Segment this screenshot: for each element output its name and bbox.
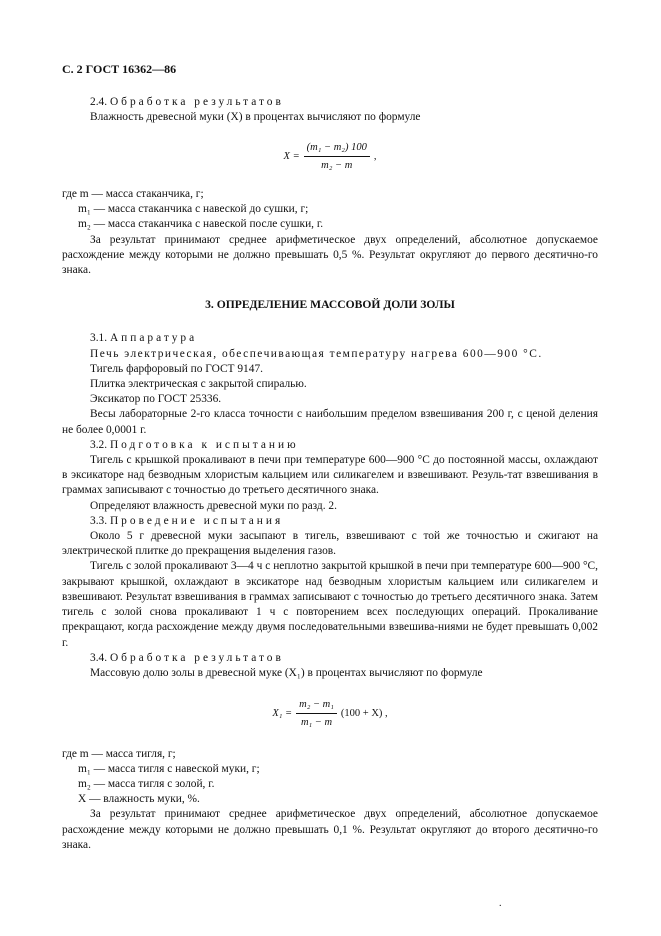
paragraph: Массовую долю золы в древесной муке (X₁) в процентах вычисляют по формуле [90,666,483,679]
section-title: Обработка результатов [109,651,284,664]
legend-line: m₁ — масса тигля с навеской муки, г; [78,762,260,775]
formula-numerator: m₂ − m₁ [296,697,337,714]
legend-line: X — влажность муки, %. [78,793,200,806]
section-2-4-heading [62,95,598,110]
paragraph: Весы лабораторные 2-го класса точности с наибольшим пределом взвешивания 200 г, с ценой деления не более 0,0001 г. [62,408,598,436]
paragraph: Тигель фарфоровый по ГОСТ 9147. [90,362,263,375]
paragraph: Около 5 г древесной муки засыпают в тигель, взвешивают с той же точностью и сжигают на электрической плитке до прекращения выделения газов. [62,530,598,558]
ash-formula [62,697,598,730]
page-header: С. 2 ГОСТ 16362—86 [62,62,177,76]
formula-lhs: X = [283,150,300,162]
legend-line: где m — масса стаканчика, г; [62,188,204,201]
section-3-title: 3. ОПРЕДЕЛЕНИЕ МАССОВОЙ ДОЛИ ЗОЛЫ [205,298,455,312]
section-3-3-heading [62,514,598,529]
paragraph: Эксикатор по ГОСТ 25336. [90,393,222,406]
formula-fraction [296,697,337,730]
formula-lhs: X₁ = [272,708,293,720]
section-number: 3.1. [90,332,108,345]
footer-mark: . [499,898,502,909]
section-title: Подготовка к испытанию [109,438,299,451]
formula-denominator: m₁ − m [300,717,333,729]
paragraph: Влажность древесной муки (X) в процентах вычисляют по формуле [90,111,421,124]
formula-tail: , [373,150,377,162]
legend-line: m₂ — масса тигля с золой, г. [78,777,215,790]
section-title: Проведение испытания [109,514,284,527]
paragraph: Определяют влажность древесной муки по разд. 2. [90,499,337,512]
section-title: Аппаратура [109,332,198,345]
formula-fraction [304,140,370,173]
section-3-1-heading [62,331,598,346]
paragraph: За результат принимают среднее арифметическое двух определений, абсолютное допускаемое расхождение между которыми не должно превышать 0,1 %. Результат округляют до второго десятично-го знака. [62,808,598,851]
section-title: Обработка результатов [109,96,284,109]
document-page [62,62,598,853]
formula-numerator: (m₁ − m₂) 100 [304,140,370,157]
paragraph: Печь электрическая, обеспечивающая температуру нагрева 600—900 °С. [90,347,543,360]
legend-line: m₁ — масса стаканчика с навеской до сушки, г; [78,203,309,216]
section-number: 3.4. [90,651,108,664]
formula-tail: (100 + X) , [340,708,388,720]
paragraph: За результат принимают среднее арифметическое двух определений, абсолютное допускаемое расхождение между которыми не должно превышать 0,5 %. Результат округляют до первого десятично-го знака. [62,233,598,277]
paragraph: Тигель с крышкой прокаливают в печи при температуре 600—900 °С до постоянной массы, охлаждают в эксикаторе над безводным хлористым кальцием или силикагелем и взвешивают. Резуль-тат взвешивания в граммах записывают с точностью до третьего десятичного знака. [62,454,598,497]
section-3-2-heading [62,438,598,453]
section-number: 3.2. [90,438,108,451]
paragraph: Плитка электрическая с закрытой спиралью. [90,378,307,391]
moisture-formula [62,140,598,173]
formula-denominator: m₂ − m [321,159,353,171]
legend-line: где m — масса тигля, г; [62,747,176,760]
legend-line: m₂ — масса стаканчика с навеской после сушки, г. [78,218,324,231]
paragraph: Тигель с золой прокаливают 3—4 ч с неплотно закрытой крышкой в печи при температуре 600—900 °С, закрывают крышкой, охлаждают в эксикаторе над безводным хлористым кальцием или силикагелем и взвешивают. Результат взвешивания в граммах записывают с точностью до третьего десятичного знака. Затем тигель с золой снова прокаливают 1 ч с повторением всех последующих операций. Прокаливание прекращают, когда расхождение между двумя последовательными взвешива-ниями не будет превышать 0,002 г. [62,560,598,649]
section-number: 2.4. [90,96,108,109]
section-number: 3.3. [90,514,108,527]
section-3-4-heading [62,651,598,666]
